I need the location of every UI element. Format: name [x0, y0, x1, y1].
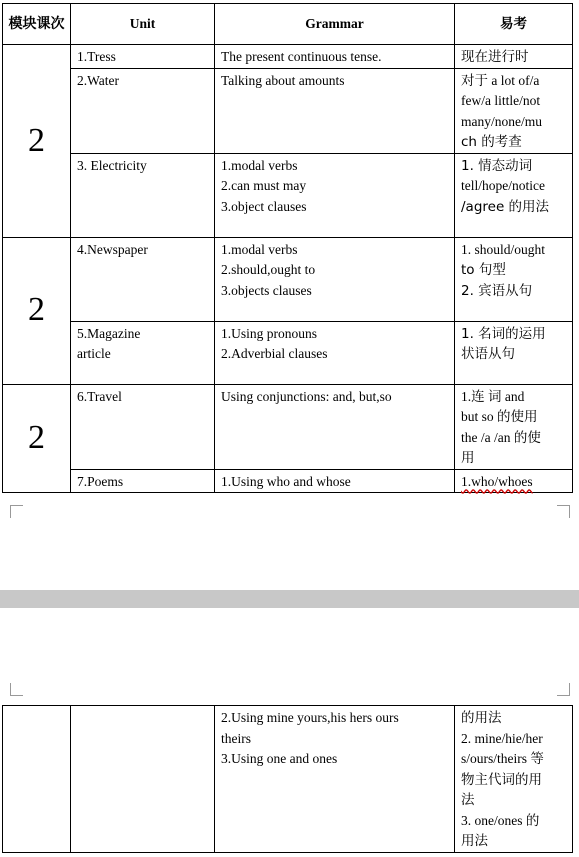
grammar-cell [215, 384, 455, 469]
exam-text: 状语从句 [461, 346, 515, 362]
exam-cell [455, 68, 573, 153]
table-header-row [3, 4, 573, 45]
exam-text: 2. mine/hie/her [461, 730, 543, 746]
exam-cell [455, 706, 573, 853]
page-break-gap [0, 590, 579, 608]
module-number: 2 [3, 384, 71, 493]
grammar-text: 1.modal verbs [221, 157, 298, 173]
grammar-text: 2.Adverbial clauses [221, 346, 328, 361]
table-row [3, 384, 573, 469]
unit-cell [71, 237, 215, 321]
table-row [3, 45, 573, 69]
table-row [3, 68, 573, 153]
exam-text: the /a /an 的使 [461, 429, 541, 445]
grammar-table-continued [2, 705, 573, 853]
exam-text: 1. 情态动词 [461, 157, 533, 174]
grammar-text: 1.Using pronouns [221, 325, 318, 341]
grammar-cell [215, 237, 455, 321]
exam-cell [455, 237, 573, 321]
grammar-text: 3.objects clauses [221, 282, 312, 298]
grammar-cell [215, 321, 455, 384]
exam-text: tell/hope/notice [461, 178, 545, 193]
module-cell [3, 706, 71, 853]
table-row [3, 469, 573, 493]
grammar-text: 2.Using mine yours,his hers ours [221, 710, 399, 725]
exam-cell [455, 321, 573, 384]
grammar-text: 2.should,ought to [221, 262, 316, 277]
exam-text: 的用法 [461, 710, 502, 726]
table-row [3, 706, 573, 853]
module-number: 2 [3, 237, 71, 384]
grammar-cell [215, 45, 455, 69]
grammar-text: The present continuous tense. [221, 49, 382, 64]
header-grammar: Grammar [215, 4, 455, 45]
grammar-cell [215, 153, 455, 237]
unit-text: 2.Water [77, 72, 120, 88]
table-row [3, 321, 573, 384]
table-row [3, 153, 573, 237]
exam-text: few/a little/not [461, 93, 541, 108]
unit-cell [71, 384, 215, 469]
exam-text: 3. one/ones 的 [461, 812, 540, 828]
header-exam: 易考 [455, 4, 573, 45]
grammar-text: 3.object clauses [221, 198, 307, 214]
exam-cell [455, 469, 573, 493]
grammar-text: 3.Using one and ones [221, 751, 338, 766]
unit-cell [71, 153, 215, 237]
header-unit: Unit [71, 4, 215, 45]
unit-cell [71, 68, 215, 153]
unit-text: 4.Newspaper [77, 241, 148, 257]
unit-cell [71, 469, 215, 493]
exam-text: 1.who/whoes [461, 473, 533, 489]
grammar-text: 1.modal verbs [221, 241, 298, 257]
exam-text: to 句型 [461, 262, 506, 278]
exam-text: 用 [461, 450, 475, 466]
table-row [3, 237, 573, 321]
unit-text: article [77, 346, 111, 361]
grammar-cell [215, 68, 455, 153]
exam-text: 1.连 词 and [461, 388, 525, 404]
exam-cell [455, 45, 573, 69]
header-module: 模块课次 [3, 4, 71, 45]
exam-text: s/ours/theirs 等 [461, 751, 544, 766]
exam-text: 1. 名词的运用 [461, 325, 546, 342]
exam-text: many/none/mu [461, 113, 542, 129]
exam-cell [455, 153, 573, 237]
page-corner-mark [10, 683, 23, 696]
unit-cell [71, 45, 215, 69]
exam-text: 1. should/ought [461, 241, 546, 257]
page-corner-mark [557, 505, 570, 518]
unit-cell [71, 706, 215, 853]
unit-text: 7.Poems [77, 473, 124, 489]
grammar-text: 1.Using who and whose [221, 473, 351, 489]
page-corner-mark [10, 505, 23, 518]
exam-text: /agree 的用法 [461, 198, 550, 215]
grammar-text: Using conjunctions: and, but,so [221, 388, 392, 404]
exam-cell [455, 384, 573, 469]
module-number: 2 [3, 45, 71, 238]
unit-text: 6.Travel [77, 388, 122, 404]
exam-text: ch 的考查 [461, 134, 522, 150]
unit-cell [71, 321, 215, 384]
grammar-text: theirs [221, 730, 251, 746]
grammar-cell [215, 706, 455, 853]
unit-text: 3. Electricity [77, 157, 147, 173]
page-corner-mark [557, 683, 570, 696]
unit-text: 5.Magazine [77, 325, 141, 341]
grammar-cell [215, 469, 455, 493]
exam-text: 2. 宾语从句 [461, 282, 533, 299]
grammar-text: Talking about amounts [221, 72, 345, 88]
document-page-2 [0, 608, 579, 857]
grammar-table [2, 3, 573, 493]
unit-text: 1.Tress [77, 49, 116, 64]
exam-text: 对于 a lot of/a [461, 72, 540, 88]
exam-text: 用法 [461, 833, 488, 849]
exam-text: 法 [461, 792, 475, 808]
grammar-text: 2.can must may [221, 178, 307, 193]
exam-text: 物主代词的用 [461, 771, 542, 788]
exam-text: but so 的使用 [461, 409, 538, 424]
exam-text: 现在进行时 [461, 49, 529, 65]
